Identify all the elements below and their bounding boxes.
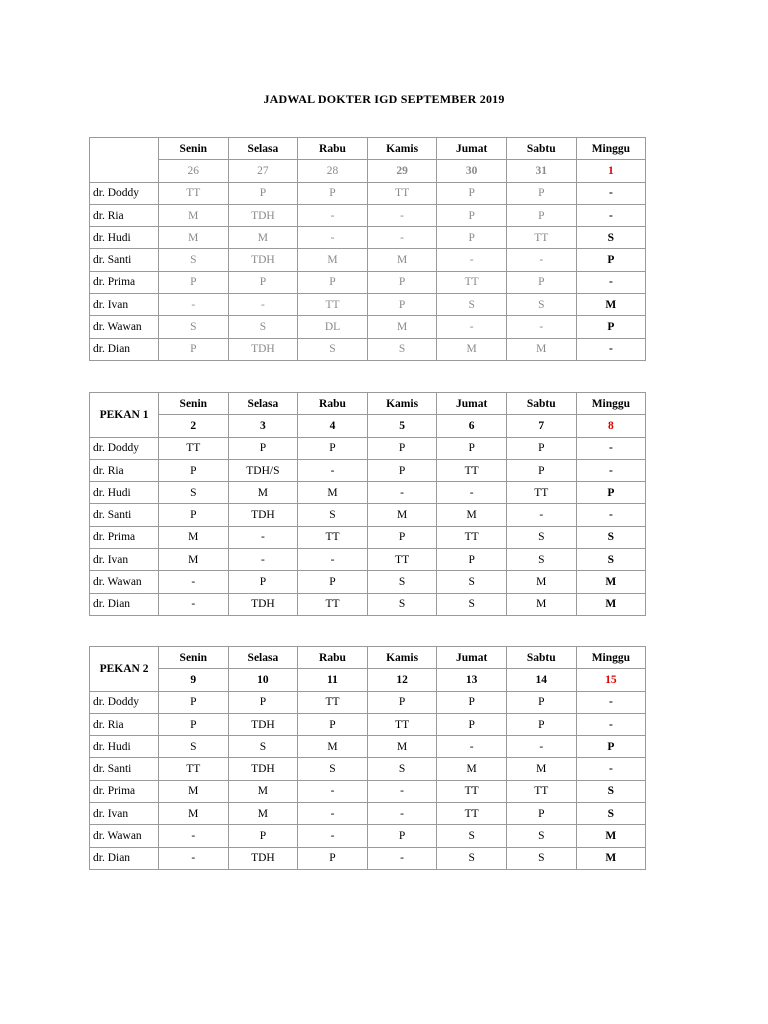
date-cell: 2 xyxy=(159,415,229,437)
shift-cell: - xyxy=(228,526,298,548)
schedule-table xyxy=(89,646,646,870)
shift-cell: - xyxy=(159,847,229,869)
doctor-name: dr. Ivan xyxy=(90,294,159,316)
table-row xyxy=(90,437,646,459)
shift-cell: M xyxy=(367,736,437,758)
date-cell: 9 xyxy=(159,669,229,691)
shift-cell: TDH xyxy=(228,249,298,271)
date-cell: 26 xyxy=(159,160,229,182)
shift-cell: - xyxy=(367,847,437,869)
shift-cell: - xyxy=(159,825,229,847)
doctor-name: dr. Doddy xyxy=(90,437,159,459)
day-header: Senin xyxy=(159,647,229,669)
doctor-name: dr. Dian xyxy=(90,338,159,360)
table-row xyxy=(90,294,646,316)
shift-cell: P xyxy=(437,713,507,735)
shift-cell: P xyxy=(576,249,646,271)
document-title: JADWAL DOKTER IGD SEPTEMBER 2019 xyxy=(263,92,505,106)
table-row xyxy=(90,482,646,504)
shift-cell: TT xyxy=(367,182,437,204)
shift-cell: P xyxy=(576,736,646,758)
table-row xyxy=(90,780,646,802)
shift-cell: TT xyxy=(298,294,368,316)
shift-cell: - xyxy=(367,803,437,825)
shift-cell: P xyxy=(298,713,368,735)
date-cell: 28 xyxy=(298,160,368,182)
shift-cell: S xyxy=(576,526,646,548)
shift-cell: - xyxy=(506,249,576,271)
doctor-name: dr. Wawan xyxy=(90,316,159,338)
doctor-name: dr. Dian xyxy=(90,593,159,615)
shift-cell: S xyxy=(159,736,229,758)
shift-cell: M xyxy=(576,847,646,869)
shift-cell: M xyxy=(159,780,229,802)
shift-cell: M xyxy=(159,227,229,249)
shift-cell: - xyxy=(506,316,576,338)
table-row xyxy=(90,249,646,271)
sunday-date: 15 xyxy=(576,669,646,691)
sunday-date: 8 xyxy=(576,415,646,437)
shift-cell: - xyxy=(576,182,646,204)
day-header: Rabu xyxy=(298,393,368,415)
doctor-name: dr. Dian xyxy=(90,847,159,869)
shift-cell: - xyxy=(367,482,437,504)
shift-cell: M xyxy=(367,316,437,338)
doctor-name: dr. Santi xyxy=(90,504,159,526)
date-cell: 3 xyxy=(228,415,298,437)
shift-cell: - xyxy=(367,227,437,249)
date-cell: 12 xyxy=(367,669,437,691)
shift-cell: S xyxy=(437,847,507,869)
shift-cell: M xyxy=(437,758,507,780)
day-header: Senin xyxy=(159,393,229,415)
date-cell: 5 xyxy=(367,415,437,437)
shift-cell: P xyxy=(228,825,298,847)
shift-cell: S xyxy=(437,825,507,847)
shift-cell: S xyxy=(437,571,507,593)
shift-cell: S xyxy=(228,736,298,758)
schedule-table xyxy=(89,392,646,616)
shift-cell: M xyxy=(298,249,368,271)
doctor-name: dr. Ria xyxy=(90,713,159,735)
shift-cell: - xyxy=(576,204,646,226)
date-cell: 14 xyxy=(506,669,576,691)
day-header: Senin xyxy=(159,138,229,160)
shift-cell: M xyxy=(506,593,576,615)
shift-cell: - xyxy=(298,204,368,226)
shift-cell: P xyxy=(437,182,507,204)
shift-cell: P xyxy=(437,549,507,571)
shift-cell: P xyxy=(298,847,368,869)
shift-cell: S xyxy=(298,504,368,526)
shift-cell: M xyxy=(506,571,576,593)
table-row xyxy=(90,316,646,338)
shift-cell: S xyxy=(367,758,437,780)
shift-cell: S xyxy=(437,294,507,316)
shift-cell: - xyxy=(298,227,368,249)
shift-cell: S xyxy=(576,803,646,825)
shift-cell: - xyxy=(576,713,646,735)
shift-cell: TT xyxy=(437,780,507,802)
shift-cell: TDH xyxy=(228,758,298,780)
shift-cell: TT xyxy=(437,803,507,825)
shift-cell: M xyxy=(576,294,646,316)
table-row xyxy=(90,504,646,526)
shift-cell: - xyxy=(367,204,437,226)
shift-cell: S xyxy=(298,338,368,360)
date-cell: 6 xyxy=(437,415,507,437)
shift-cell: P xyxy=(506,713,576,735)
shift-cell: S xyxy=(159,482,229,504)
shift-cell: P xyxy=(159,713,229,735)
date-cell: 30 xyxy=(437,160,507,182)
shift-cell: S xyxy=(506,549,576,571)
day-header: Sabtu xyxy=(506,138,576,160)
shift-cell: P xyxy=(576,316,646,338)
shift-cell: P xyxy=(367,459,437,481)
day-header: Minggu xyxy=(576,647,646,669)
date-cell: 29 xyxy=(367,160,437,182)
shift-cell: - xyxy=(228,294,298,316)
shift-cell: M xyxy=(576,571,646,593)
shift-cell: - xyxy=(506,736,576,758)
doctor-name: dr. Ria xyxy=(90,459,159,481)
shift-cell: P xyxy=(228,691,298,713)
day-header: Kamis xyxy=(367,138,437,160)
shift-cell: M xyxy=(437,338,507,360)
shift-cell: - xyxy=(437,482,507,504)
shift-cell: TDH xyxy=(228,504,298,526)
shift-cell: M xyxy=(228,227,298,249)
shift-cell: TDH xyxy=(228,713,298,735)
shift-cell: M xyxy=(437,504,507,526)
shift-cell: M xyxy=(298,482,368,504)
table-row xyxy=(90,549,646,571)
shift-cell: - xyxy=(576,437,646,459)
day-header: Sabtu xyxy=(506,647,576,669)
shift-cell: P xyxy=(367,825,437,847)
shift-cell: P xyxy=(506,803,576,825)
shift-cell: M xyxy=(576,825,646,847)
doctor-name: dr. Hudi xyxy=(90,227,159,249)
shift-cell: TT xyxy=(506,780,576,802)
shift-cell: TT xyxy=(506,482,576,504)
week-label: PEKAN 2 xyxy=(90,647,159,692)
doctor-name: dr. Ria xyxy=(90,204,159,226)
shift-cell: TT xyxy=(437,459,507,481)
shift-cell: S xyxy=(367,593,437,615)
table-row xyxy=(90,571,646,593)
shift-cell: M xyxy=(228,803,298,825)
table-row xyxy=(90,204,646,226)
shift-cell: S xyxy=(298,758,368,780)
shift-cell: M xyxy=(159,803,229,825)
shift-cell: P xyxy=(228,437,298,459)
schedule-table xyxy=(89,137,646,361)
shift-cell: - xyxy=(576,504,646,526)
shift-cell: TT xyxy=(437,271,507,293)
shift-cell: P xyxy=(367,437,437,459)
shift-cell: P xyxy=(506,204,576,226)
shift-cell: M xyxy=(159,204,229,226)
shift-cell: M xyxy=(228,780,298,802)
day-header: Selasa xyxy=(228,393,298,415)
shift-cell: M xyxy=(367,249,437,271)
shift-cell: P xyxy=(159,271,229,293)
table-row xyxy=(90,736,646,758)
table-row xyxy=(90,713,646,735)
table-row xyxy=(90,847,646,869)
table-row xyxy=(90,526,646,548)
shift-cell: M xyxy=(576,593,646,615)
shift-cell: M xyxy=(159,549,229,571)
shift-cell: P xyxy=(159,504,229,526)
shift-cell: - xyxy=(298,825,368,847)
shift-cell: - xyxy=(367,780,437,802)
date-cell: 11 xyxy=(298,669,368,691)
shift-cell: - xyxy=(576,691,646,713)
shift-cell: - xyxy=(437,316,507,338)
shift-cell: - xyxy=(437,249,507,271)
doctor-name: dr. Ivan xyxy=(90,549,159,571)
table-row xyxy=(90,825,646,847)
table-row xyxy=(90,593,646,615)
shift-cell: S xyxy=(367,338,437,360)
date-cell: 13 xyxy=(437,669,507,691)
shift-cell: S xyxy=(576,780,646,802)
shift-cell: TT xyxy=(437,526,507,548)
shift-cell: TT xyxy=(367,549,437,571)
day-header: Minggu xyxy=(576,138,646,160)
shift-cell: TT xyxy=(159,437,229,459)
shift-cell: - xyxy=(159,571,229,593)
shift-cell: P xyxy=(367,526,437,548)
day-header: Selasa xyxy=(228,138,298,160)
shift-cell: M xyxy=(228,482,298,504)
shift-cell: TT xyxy=(159,758,229,780)
shift-cell: TT xyxy=(298,691,368,713)
shift-cell: S xyxy=(506,825,576,847)
doctor-name: dr. Hudi xyxy=(90,482,159,504)
shift-cell: - xyxy=(298,780,368,802)
shift-cell: - xyxy=(437,736,507,758)
shift-cell: - xyxy=(576,459,646,481)
shift-cell: - xyxy=(159,593,229,615)
shift-cell: P xyxy=(437,691,507,713)
shift-cell: - xyxy=(298,803,368,825)
shift-cell: P xyxy=(228,571,298,593)
shift-cell: - xyxy=(228,549,298,571)
shift-cell: P xyxy=(228,182,298,204)
shift-cell: P xyxy=(437,227,507,249)
doctor-name: dr. Prima xyxy=(90,526,159,548)
sunday-date: 1 xyxy=(576,160,646,182)
shift-cell: P xyxy=(506,437,576,459)
shift-cell: TT xyxy=(506,227,576,249)
shift-cell: P xyxy=(298,437,368,459)
shift-cell: S xyxy=(159,316,229,338)
table-row xyxy=(90,338,646,360)
date-cell: 10 xyxy=(228,669,298,691)
shift-cell: P xyxy=(159,459,229,481)
shift-cell: - xyxy=(506,504,576,526)
shift-cell: P xyxy=(437,204,507,226)
shift-cell: M xyxy=(159,526,229,548)
shift-cell: M xyxy=(367,504,437,526)
day-header: Rabu xyxy=(298,647,368,669)
day-header: Kamis xyxy=(367,647,437,669)
doctor-name: dr. Santi xyxy=(90,758,159,780)
doctor-name: dr. Wawan xyxy=(90,571,159,593)
doctor-name: dr. Wawan xyxy=(90,825,159,847)
doctor-name: dr. Prima xyxy=(90,780,159,802)
shift-cell: TT xyxy=(298,526,368,548)
shift-cell: P xyxy=(367,691,437,713)
shift-cell: TDH xyxy=(228,338,298,360)
shift-cell: P xyxy=(298,271,368,293)
shift-cell: - xyxy=(298,549,368,571)
day-header: Kamis xyxy=(367,393,437,415)
shift-cell: - xyxy=(576,338,646,360)
date-cell: 27 xyxy=(228,160,298,182)
shift-cell: - xyxy=(159,294,229,316)
date-cell: 4 xyxy=(298,415,368,437)
shift-cell: S xyxy=(506,847,576,869)
table-row xyxy=(90,691,646,713)
shift-cell: P xyxy=(506,182,576,204)
shift-cell: TDH/S xyxy=(228,459,298,481)
shift-cell: S xyxy=(159,249,229,271)
shift-cell: P xyxy=(576,482,646,504)
day-header: Rabu xyxy=(298,138,368,160)
day-header: Jumat xyxy=(437,138,507,160)
table-row xyxy=(90,227,646,249)
shift-cell: DL xyxy=(298,316,368,338)
table-row xyxy=(90,459,646,481)
shift-cell: P xyxy=(437,437,507,459)
shift-cell: P xyxy=(298,571,368,593)
shift-cell: S xyxy=(437,593,507,615)
shift-cell: S xyxy=(576,549,646,571)
doctor-name: dr. Ivan xyxy=(90,803,159,825)
shift-cell: S xyxy=(506,526,576,548)
shift-cell: P xyxy=(506,459,576,481)
doctor-name: dr. Santi xyxy=(90,249,159,271)
day-header: Minggu xyxy=(576,393,646,415)
shift-cell: P xyxy=(506,691,576,713)
week-label: PEKAN 1 xyxy=(90,393,159,438)
shift-cell: M xyxy=(506,758,576,780)
shift-cell: TDH xyxy=(228,204,298,226)
shift-cell: P xyxy=(159,338,229,360)
shift-cell: TT xyxy=(159,182,229,204)
doctor-name: dr. Doddy xyxy=(90,182,159,204)
shift-cell: - xyxy=(576,271,646,293)
doctor-name: dr. Prima xyxy=(90,271,159,293)
day-header: Selasa xyxy=(228,647,298,669)
shift-cell: S xyxy=(576,227,646,249)
table-row xyxy=(90,271,646,293)
shift-cell: S xyxy=(228,316,298,338)
table-row xyxy=(90,182,646,204)
date-cell: 7 xyxy=(506,415,576,437)
shift-cell: M xyxy=(298,736,368,758)
shift-cell: P xyxy=(367,271,437,293)
table-row xyxy=(90,803,646,825)
shift-cell: P xyxy=(367,294,437,316)
shift-cell: TT xyxy=(367,713,437,735)
shift-cell: P xyxy=(298,182,368,204)
doctor-name: dr. Hudi xyxy=(90,736,159,758)
day-header: Jumat xyxy=(437,647,507,669)
shift-cell: S xyxy=(367,571,437,593)
date-cell: 31 xyxy=(506,160,576,182)
table-row xyxy=(90,758,646,780)
day-header: Jumat xyxy=(437,393,507,415)
shift-cell: TDH xyxy=(228,593,298,615)
shift-cell: M xyxy=(506,338,576,360)
week-label xyxy=(90,138,159,183)
shift-cell: TT xyxy=(298,593,368,615)
day-header: Sabtu xyxy=(506,393,576,415)
shift-cell: TDH xyxy=(228,847,298,869)
shift-cell: P xyxy=(228,271,298,293)
shift-cell: P xyxy=(159,691,229,713)
shift-cell: - xyxy=(576,758,646,780)
doctor-name: dr. Doddy xyxy=(90,691,159,713)
shift-cell: S xyxy=(506,294,576,316)
shift-cell: P xyxy=(506,271,576,293)
shift-cell: - xyxy=(298,459,368,481)
